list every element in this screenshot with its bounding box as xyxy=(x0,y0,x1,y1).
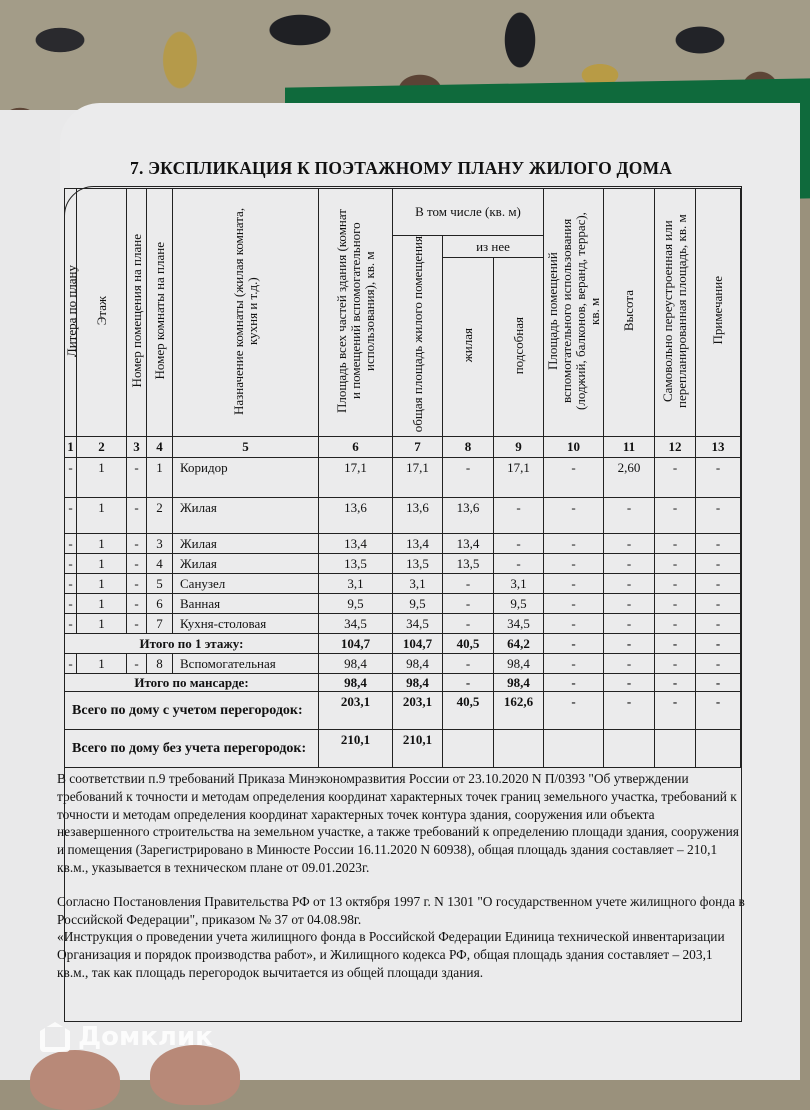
cell-living-premises-area: 13,5 xyxy=(393,554,443,574)
cell-auxiliary: - xyxy=(544,498,604,534)
cell-total-area: 203,1 xyxy=(319,692,393,730)
cell-auxiliary: - xyxy=(544,534,604,554)
cell-premises-number: - xyxy=(127,554,147,574)
cell-living: 13,5 xyxy=(443,554,494,574)
cell-living-premises-area: 203,1 xyxy=(393,692,443,730)
header-of-which: из нее xyxy=(443,236,544,258)
cell-living: - xyxy=(443,654,494,674)
table-row xyxy=(65,614,741,634)
cell-unauthorized: - xyxy=(655,614,696,634)
header-floor: Этаж xyxy=(77,189,127,437)
cell-note: - xyxy=(696,654,741,674)
cell-living-premises-area: 13,6 xyxy=(393,498,443,534)
cell-floor: 1 xyxy=(77,554,127,574)
cell-litera: - xyxy=(65,554,77,574)
cell-living: 40,5 xyxy=(443,634,494,654)
header-room-purpose: Назначение комнаты (жилая комната, кухня и т.д.) xyxy=(173,189,319,437)
subtotal-floor1-row xyxy=(65,634,741,654)
cell-auxiliary: - xyxy=(544,574,604,594)
cell-total-area: 17,1 xyxy=(319,458,393,498)
cell-height: - xyxy=(604,692,655,730)
cell-auxiliary: - xyxy=(544,458,604,498)
cell-utility: - xyxy=(494,534,544,554)
cell-note: - xyxy=(696,554,741,574)
cell-living: - xyxy=(443,614,494,634)
cell-room-purpose: Коридор xyxy=(173,458,319,498)
note-paragraph-3: «Инструкция о проведении учета жилищного фонда в Российской Федерации Единица технической инвентаризации Организация и порядок производства работ», и Жилищного кодекса РФ, общая площадь здания составляет – 203,1 кв.м., так как площадь перегородок вычитается из общей площади здания. xyxy=(57,929,725,980)
cell-height: - xyxy=(604,574,655,594)
cell-room-number: 2 xyxy=(147,498,173,534)
header-living: жилая xyxy=(443,258,494,437)
attic-room-row xyxy=(65,654,741,674)
cell-living xyxy=(443,730,494,768)
cell-note: - xyxy=(696,574,741,594)
cell-room-number: 6 xyxy=(147,594,173,614)
cell-room-number: 4 xyxy=(147,554,173,574)
cell-floor: 1 xyxy=(77,498,127,534)
col-num: 3 xyxy=(127,437,147,458)
cell-floor: 1 xyxy=(77,594,127,614)
cell-auxiliary: - xyxy=(544,634,604,654)
cell-room-purpose: Жилая xyxy=(173,498,319,534)
cell-floor: 1 xyxy=(77,614,127,634)
cell-premises-number: - xyxy=(127,654,147,674)
cell-note: - xyxy=(696,674,741,692)
cell-total-area: 13,6 xyxy=(319,498,393,534)
cell-unauthorized: - xyxy=(655,554,696,574)
cell-height: 2,60 xyxy=(604,458,655,498)
cell-note: - xyxy=(696,594,741,614)
cell-living: - xyxy=(443,594,494,614)
cell-living: 13,6 xyxy=(443,498,494,534)
total-without-partitions-row xyxy=(65,730,741,768)
cell-living-premises-area: 3,1 xyxy=(393,574,443,594)
cell-room-purpose: Кухня-столовая xyxy=(173,614,319,634)
cell-auxiliary: - xyxy=(544,654,604,674)
cell-litera: - xyxy=(65,614,77,634)
col-num: 13 xyxy=(696,437,741,458)
cell-height: - xyxy=(604,594,655,614)
cell-litera: - xyxy=(65,654,77,674)
cell-auxiliary: - xyxy=(544,594,604,614)
cell-room-purpose: Жилая xyxy=(173,554,319,574)
finger-shadow xyxy=(150,1045,240,1105)
watermark-text: Домклик xyxy=(78,1022,213,1052)
cell-total-area: 13,4 xyxy=(319,534,393,554)
cell-note: - xyxy=(696,634,741,654)
room-rows xyxy=(65,458,741,634)
cell-auxiliary: - xyxy=(544,614,604,634)
cell-utility: 98,4 xyxy=(494,674,544,692)
cell-floor: 1 xyxy=(77,534,127,554)
cell-litera: - xyxy=(65,534,77,554)
notes-section xyxy=(57,770,747,998)
cell-note: - xyxy=(696,692,741,730)
cell-premises-number: - xyxy=(127,574,147,594)
header-including-group: В том числе (кв. м) xyxy=(393,189,544,236)
cell-unauthorized: - xyxy=(655,634,696,654)
cell-utility: - xyxy=(494,498,544,534)
cell-note: - xyxy=(696,498,741,534)
cell-litera: - xyxy=(65,574,77,594)
cell-utility: 34,5 xyxy=(494,614,544,634)
note-paragraph-1: В соответствии п.9 требований Приказа Минэкономразвития России от 23.10.2020 N П/0393 "Об утверждении требований к точности и методам определения координат характерных точек границ земельного участка, требований к точности и методам определения координат характерных точек контура здания, сооружения или объекта незавершенного строительства на земельном участке, а также требований к определению площади здания, сооружения и помещения (Зарегистрировано в Минюсте России 16.11.2020 N 60938), общая площадь здания составляет – 210,1 кв.м., указывается в техническом плане от 09.01.2023г. xyxy=(57,771,739,875)
cell-height: - xyxy=(604,634,655,654)
cell-living-premises-area: 98,4 xyxy=(393,674,443,692)
header-living-premises-area: общая площадь жилого помещения xyxy=(393,236,443,437)
cell-utility: - xyxy=(494,554,544,574)
col-num: 4 xyxy=(147,437,173,458)
cell-total-area: 13,5 xyxy=(319,554,393,574)
cell-living-premises-area: 9,5 xyxy=(393,594,443,614)
header-total-area: Площадь всех частей здания (комнат и помещений вспомогательного использования), кв. м xyxy=(319,189,393,437)
cell-floor: 1 xyxy=(77,574,127,594)
cell-room-purpose: Вспомогательная xyxy=(173,654,319,674)
cell-height: - xyxy=(604,674,655,692)
cell-utility: 3,1 xyxy=(494,574,544,594)
cell-total-area: 98,4 xyxy=(319,654,393,674)
cell-total-area: 104,7 xyxy=(319,634,393,654)
cell-living: - xyxy=(443,458,494,498)
cell-premises-number: - xyxy=(127,498,147,534)
col-num: 10 xyxy=(544,437,604,458)
total-label: Всего по дому с учетом перегородок: xyxy=(65,692,319,730)
cell-unauthorized: - xyxy=(655,674,696,692)
cell-living: 13,4 xyxy=(443,534,494,554)
cell-litera: - xyxy=(65,498,77,534)
cell-auxiliary: - xyxy=(544,674,604,692)
total-label: Всего по дому без учета перегородок: xyxy=(65,730,319,768)
cell-utility: 64,2 xyxy=(494,634,544,654)
domclick-watermark xyxy=(40,1022,213,1052)
cell-unauthorized: - xyxy=(655,594,696,614)
col-num: 12 xyxy=(655,437,696,458)
cell-room-number: 3 xyxy=(147,534,173,554)
cell-total-area: 3,1 xyxy=(319,574,393,594)
cell-note: - xyxy=(696,458,741,498)
cell-total-area: 9,5 xyxy=(319,594,393,614)
cell-utility: 162,6 xyxy=(494,692,544,730)
cell-utility: 98,4 xyxy=(494,654,544,674)
cell-room-number: 7 xyxy=(147,614,173,634)
note-paragraph-2: Согласно Постановления Правительства РФ от 13 октября 1997 г. N 1301 "О государственном учете жилищного фонда в Российской Федерации", приказом № 37 от 04.08.98г. xyxy=(57,893,745,927)
cell-living: - xyxy=(443,674,494,692)
col-num: 5 xyxy=(173,437,319,458)
cell-floor: 1 xyxy=(77,654,127,674)
header-note: Примечание xyxy=(696,189,741,437)
cell-living: - xyxy=(443,574,494,594)
col-num: 6 xyxy=(319,437,393,458)
cell-total-area: 34,5 xyxy=(319,614,393,634)
header-height: Высота xyxy=(604,189,655,437)
cell-room-number: 5 xyxy=(147,574,173,594)
cell-room-purpose: Жилая xyxy=(173,534,319,554)
cell-auxiliary xyxy=(544,730,604,768)
cell-unauthorized: - xyxy=(655,498,696,534)
table-row xyxy=(65,534,741,554)
cell-height: - xyxy=(604,614,655,634)
col-num: 2 xyxy=(77,437,127,458)
cell-unauthorized xyxy=(655,730,696,768)
cell-height: - xyxy=(604,534,655,554)
col-num: 7 xyxy=(393,437,443,458)
cell-living-premises-area: 34,5 xyxy=(393,614,443,634)
cell-floor: 1 xyxy=(77,458,127,498)
table-row xyxy=(65,554,741,574)
cell-living: 40,5 xyxy=(443,692,494,730)
column-number-row xyxy=(65,437,741,458)
cell-note xyxy=(696,730,741,768)
cell-total-area: 210,1 xyxy=(319,730,393,768)
table-row xyxy=(65,574,741,594)
col-num: 1 xyxy=(65,437,77,458)
cell-total-area: 98,4 xyxy=(319,674,393,692)
cell-premises-number: - xyxy=(127,614,147,634)
cell-living-premises-area: 98,4 xyxy=(393,654,443,674)
explication-table xyxy=(64,188,741,768)
header-unauthorized-area: Самовольно переустроенная или перепланированная площадь, кв. м xyxy=(655,189,696,437)
cell-unauthorized: - xyxy=(655,574,696,594)
col-num: 11 xyxy=(604,437,655,458)
cell-premises-number: - xyxy=(127,458,147,498)
cell-auxiliary: - xyxy=(544,554,604,574)
header-utility: подсобная xyxy=(494,258,544,437)
total-with-partitions-row xyxy=(65,692,741,730)
cell-height: - xyxy=(604,654,655,674)
header-room-number: Номер комнаты на плане xyxy=(147,189,173,437)
cell-living-premises-area: 210,1 xyxy=(393,730,443,768)
cell-utility: 17,1 xyxy=(494,458,544,498)
cell-premises-number: - xyxy=(127,534,147,554)
cell-unauthorized: - xyxy=(655,534,696,554)
cell-height xyxy=(604,730,655,768)
cell-unauthorized: - xyxy=(655,654,696,674)
cell-height: - xyxy=(604,554,655,574)
cell-living-premises-area: 17,1 xyxy=(393,458,443,498)
cell-premises-number: - xyxy=(127,594,147,614)
header-row xyxy=(65,189,741,236)
cell-unauthorized: - xyxy=(655,458,696,498)
subtotal-label: Итого по мансарде: xyxy=(65,674,319,692)
cell-room-purpose: Ванная xyxy=(173,594,319,614)
col-num: 8 xyxy=(443,437,494,458)
house-logo-icon xyxy=(40,1022,70,1052)
cell-note: - xyxy=(696,614,741,634)
cell-room-number: 1 xyxy=(147,458,173,498)
cell-utility: 9,5 xyxy=(494,594,544,614)
cell-living-premises-area: 104,7 xyxy=(393,634,443,654)
cell-litera: - xyxy=(65,594,77,614)
cell-room-purpose: Санузел xyxy=(173,574,319,594)
cell-note: - xyxy=(696,534,741,554)
cell-height: - xyxy=(604,498,655,534)
table-row xyxy=(65,498,741,534)
cell-living-premises-area: 13,4 xyxy=(393,534,443,554)
cell-utility xyxy=(494,730,544,768)
col-num: 9 xyxy=(494,437,544,458)
cell-unauthorized: - xyxy=(655,692,696,730)
cell-auxiliary: - xyxy=(544,692,604,730)
finger-shadow xyxy=(30,1050,120,1110)
document-title: 7. ЭКСПЛИКАЦИЯ К ПОЭТАЖНОМУ ПЛАНУ ЖИЛОГО ДОМА xyxy=(130,158,673,178)
table-row xyxy=(65,458,741,498)
header-premises-number: Номер помещения на плане xyxy=(127,189,147,437)
cell-room-number: 8 xyxy=(147,654,173,674)
subtotal-label: Итого по 1 этажу: xyxy=(65,634,319,654)
header-auxiliary-area: Площадь помещений вспомогательного использования (лоджий, балконов, веранд, террас), кв. м xyxy=(544,189,604,437)
cell-litera: - xyxy=(65,458,77,498)
header-litera: Литера по плану xyxy=(65,189,77,437)
table-row xyxy=(65,594,741,614)
subtotal-attic-row xyxy=(65,674,741,692)
